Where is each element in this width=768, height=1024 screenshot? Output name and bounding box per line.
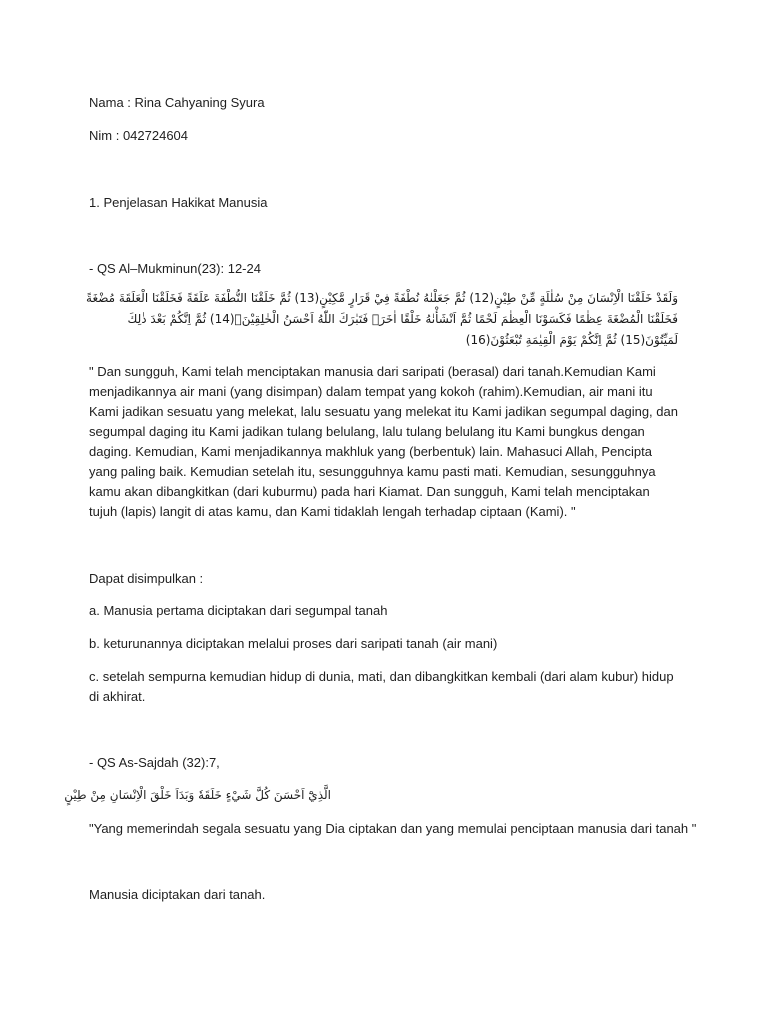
arabic-verse-mukminun: وَلَقَدْ خَلَقْنَا الْاِنْسَانَ مِنْ سُلٰلَةٍ مِّنْ طِيْنٍ(12) ثُمَّ جَعَلْنٰهُ نُطْفَةً فِيْ قَرَارٍ مَّكِيْنٍ(13) ثُمَّ خَلَقْنَا النُّطْفَةَ عَلَقَةً فَخَلَقْنَا الْعَلَقَةَ مُضْغَةً فَخَلَقْنَا الْمُضْغَةَ عِظٰمًا فَكَسَوْنَا الْعِظٰمَ لَحْمًا ثُمَّ اَنْشَأْنٰهُ خَلْقًا اٰخَرَۗ فَتَبٰرَكَ اللّٰهُ اَحْسَنُ الْخٰلِقِيْنَۗ(14) ثُمَّ اِنَّكُمْ بَعْدَ ذٰلِكَ لَمَيِّتُوْنَ(15) ثُمَّ اِنَّكُمْ يَوْمَ الْقِيٰمَةِ تُبْعَثُوْنَ(16) [86,291,678,347]
translation-sajdah: "Yang memerindah segala sesuatu yang Dia ciptakan dan yang memulai penciptaan manusia dari tanah " [89,821,697,836]
quran-reference-mukminun: - QS Al–Mukminun(23): 12-24 [89,261,261,276]
student-nim: Nim : 042724604 [89,128,189,143]
quran-reference-sajdah: - QS As-Sajdah (32):7, [89,755,220,770]
arabic-verse-sajdah: الَّذِيْٓ اَحْسَنَ كُلَّ شَيْءٍ خَلَقَهٗ وَبَدَاَ خَلْقَ الْاِنْسَانِ مِنْ طِيْنٍ [64,788,331,802]
translation-mukminun: " Dan sungguh, Kami telah menciptakan manusia dari saripati (berasal) dari tanah.Kemudian Kami menjadikannya air mani (yang disimpan) dalam tempat yang kokoh (rahim).Kemudian, air mani itu Kami jadikan sesuatu yang melekat, lalu sesuatu yang melekat itu Kami jadikan segumpal daging, dan segumpal daging itu Kami jadikan tulang belulang, lalu tulang belulang itu Kami bungkus dengan daging. Kemudian, Kami menjadikannya makhluk yang (berbentuk) lain. Mahasuci Allah, Pencipta yang paling baik. Kemudian setelah itu, sesungguhnya kamu pasti mati. Kemudian, sesungguhnya kamu akan dibangkitkan (dari kuburmu) pada hari Kiamat. Dan sungguh, Kami telah menciptakan tujuh (lapis) langit di atas kamu, dan Kami tidaklah lengah terhadap ciptaan (Kami). " [89,364,678,519]
conclusion-heading: Dapat disimpulkan : [89,571,204,586]
section-title: 1. Penjelasan Hakikat Manusia [89,195,268,210]
student-name: Nama : Rina Cahyaning Syura [89,95,265,110]
closing-statement: Manusia diciptakan dari tanah. [89,887,266,902]
conclusion-point-a: a. Manusia pertama diciptakan dari segumpal tanah [89,603,388,618]
conclusion-point-c: c. setelah sempurna kemudian hidup di dunia, mati, dan dibangkitkan kembali (dari alam kubur) hidup di akhirat. [89,669,674,704]
conclusion-point-b: b. keturunannya diciptakan melalui proses dari saripati tanah (air mani) [89,636,498,651]
